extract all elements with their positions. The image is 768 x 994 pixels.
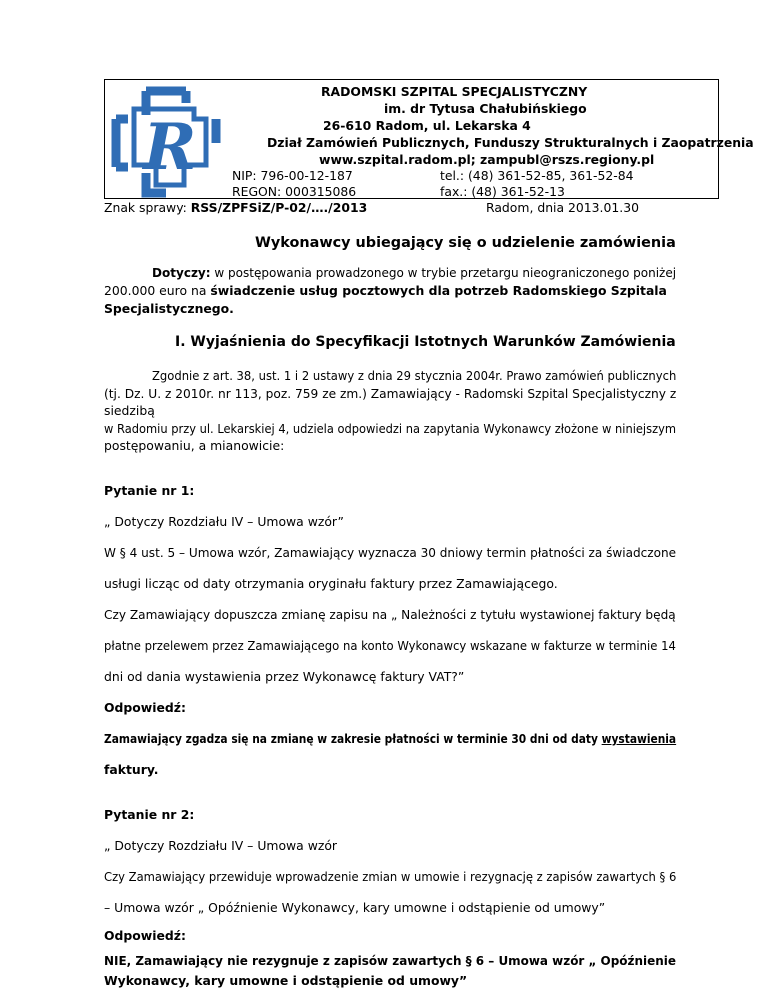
intro-line-2: (tj. Dz. U. z 2010r. nr 113, poz. 759 ze zm.) Zamawiający - Radomski Szpital Specjalistyczny z: [104, 386, 677, 401]
q2-line-3: – Umowa wzór „ Opóźnienie Wykonawcy, kary umowne i odstąpienie od umowy”: [104, 900, 606, 915]
q2-line-2: Czy Zamawiający przewiduje wprowadzenie zmian w umowie i rezygnację z zapisów zawartych § 6: [104, 869, 677, 884]
tel-line: tel.: (48) 361-52-85, 361-52-84: [440, 168, 634, 183]
q1-answer-text: Zamawiający zgadza się na zmianę w zakresie płatności w terminie 30 dni od daty: [104, 731, 602, 746]
q2-line-1: „ Dotyczy Rozdziału IV – Umowa wzór: [104, 838, 338, 853]
regon-line: REGON: 000315086: [232, 184, 357, 199]
q1-answer-underlined: wystawienia: [601, 731, 677, 746]
q1-line-1: „ Dotyczy Rozdziału IV – Umowa wzór”: [104, 514, 344, 529]
intro-line-5: postępowaniu, a mianowicie:: [104, 438, 285, 453]
intro-line-1: Zgodnie z art. 38, ust. 1 i 2 ustawy z dnia 29 stycznia 2004r. Prawo zamówień publicznych: [152, 368, 677, 383]
q2-answer-line-2: Wykonawcy, kary umowne i odstąpienie od umowy”: [104, 973, 468, 988]
addressee-heading: Wykonawcy ubiegający się o udzielenie zamówienia: [255, 235, 676, 251]
address-line: 26-610 Radom, ul. Lekarska 4: [323, 118, 531, 133]
subject-text-2b: świadczenie usług pocztowych dla potrzeb Radomskiego Szpitala: [210, 283, 667, 298]
place-date: Radom, dnia 2013.01.30: [486, 200, 639, 215]
intro-line-3: siedzibą: [104, 403, 155, 418]
hospital-logo: [106, 81, 226, 199]
logo-letter: R: [143, 110, 197, 185]
section-title: I. Wyjaśnienia do Specyfikacji Istotnych Warunków Zamówienia: [175, 334, 676, 350]
q1-title: Pytanie nr 1:: [104, 483, 195, 498]
q1-line-4: Czy Zamawiający dopuszcza zmianę zapisu na „ Należności z tytułu wystawionej faktury będą: [104, 607, 676, 622]
intro-line-4: w Radomiu przy ul. Lekarskiej 4, udziela odpowiedzi na zapytania Wykonawcy złożone w niniejszym: [104, 421, 677, 436]
fax-line: fax.: (48) 361-52-13: [440, 184, 565, 199]
q2-answer-label: Odpowiedź:: [104, 928, 186, 943]
q1-answer-line-1: [104, 733, 676, 745]
subject-line-2: [104, 285, 667, 297]
q1-line-6: dni od dania wystawienia przez Wykonawcę faktury VAT?”: [104, 669, 465, 684]
institution-name: RADOMSKI SZPITAL SPECJALISTYCZNY: [321, 84, 588, 99]
case-number: [104, 202, 367, 214]
subject-line-1: [152, 267, 676, 279]
q1-answer-line-2: faktury.: [104, 762, 159, 777]
subject-label: Dotyczy:: [152, 265, 211, 280]
nip-line: NIP: 796-00-12-187: [232, 168, 353, 183]
patron-name: im. dr Tytusa Chałubińskiego: [384, 101, 587, 116]
case-label: Znak sprawy:: [104, 200, 191, 215]
subject-text-1: w postępowania prowadzonego w trybie przetargu nieograniczonego poniżej: [210, 265, 677, 280]
q1-line-3: usługi licząc od daty otrzymania oryginału faktury przez Zamawiającego.: [104, 576, 558, 591]
q2-title: Pytanie nr 2:: [104, 807, 195, 822]
subject-text-2a: 200.000 euro na: [104, 283, 211, 298]
subject-line-3: Specjalistycznego.: [104, 301, 234, 316]
q1-line-5: płatne przelewem przez Zamawiającego na konto Wykonawcy wskazane w fakturze w terminie 14: [104, 638, 676, 653]
q1-answer-label: Odpowiedź:: [104, 700, 186, 715]
q1-line-2: W § 4 ust. 5 – Umowa wzór, Zamawiający wyznacza 30 dniowy termin płatności za świadczone: [104, 545, 677, 560]
case-value: RSS/ZPFSiZ/P-02/…./2013: [190, 200, 368, 215]
q2-answer-line-1: NIE, Zamawiający nie rezygnuje z zapisów zawartych § 6 – Umowa wzór „ Opóźnienie: [104, 953, 676, 968]
web-email-line: www.szpital.radom.pl; zampubl@rszs.regiony.pl: [319, 152, 655, 167]
department-line: Dział Zamówień Publicznych, Funduszy Strukturalnych i Zaopatrzenia: [267, 135, 754, 150]
